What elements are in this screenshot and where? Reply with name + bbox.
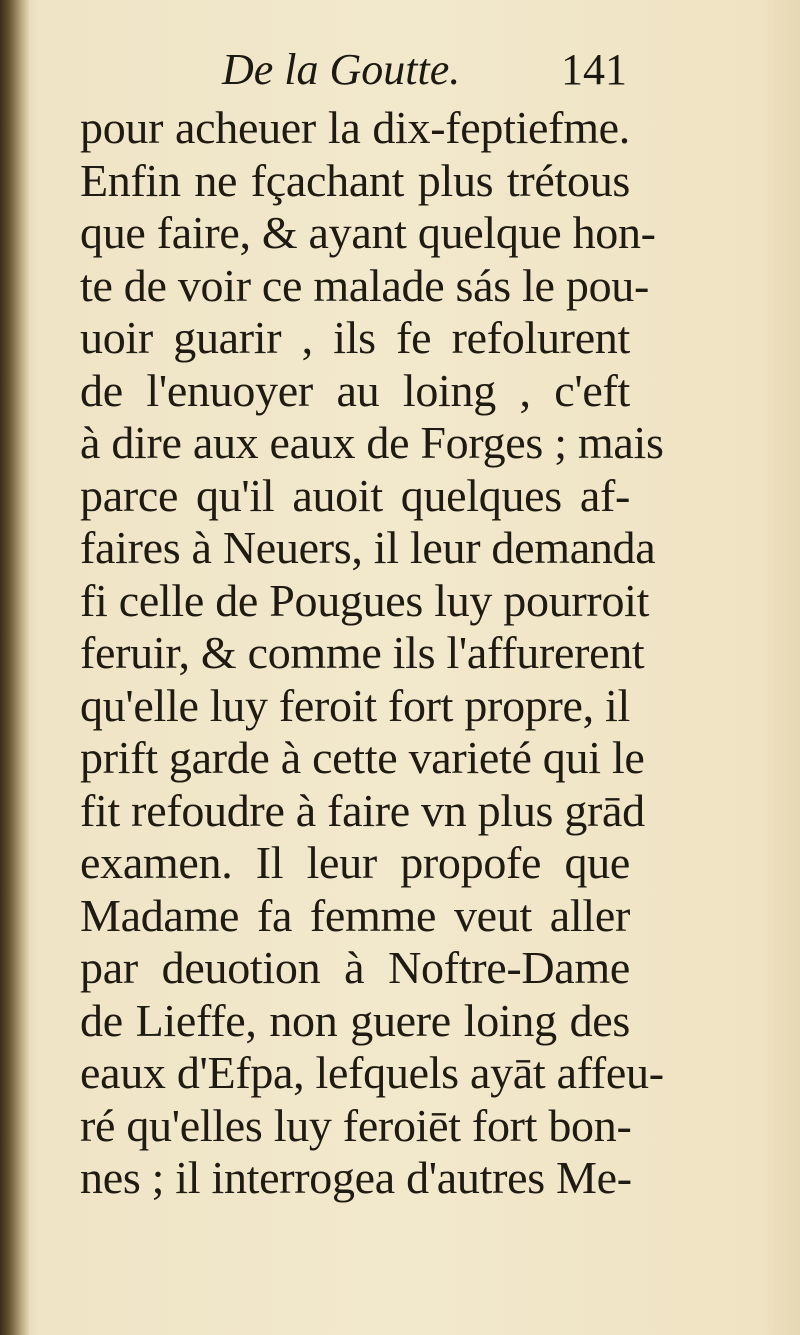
- text-line: te de voir ce malade sás le pou-: [80, 259, 649, 311]
- text-line: pour acheuer la dix-feptiefme.: [80, 102, 630, 153]
- text-line: eaux d'Efpa, lefquels ayāt affeu-: [80, 1047, 664, 1098]
- text-line: de l'enuoyer au loing , c'eft: [80, 364, 630, 416]
- text-line: fit refoudre à faire vn plus grād: [80, 784, 645, 836]
- running-title: De la Goutte.: [222, 45, 461, 94]
- text-line: faires à Neuers, il leur demanda: [80, 522, 656, 573]
- text-line: examen. Il leur propofe que: [80, 837, 630, 888]
- text-line: feruir, & comme ils l'affurerent: [80, 627, 645, 678]
- text-line: fi celle de Pougues luy pourroit: [80, 574, 650, 626]
- text-line: qu'elle luy feroit fort propre, il: [80, 679, 630, 731]
- text-line: parce qu'il auoit quelques af-: [80, 469, 630, 521]
- binding-gutter: [0, 0, 30, 1335]
- text-line: nes ; il interrogea d'autres Me-: [80, 1152, 632, 1203]
- text-line: par deuotion à Noftre-Dame: [80, 942, 630, 993]
- text-line: prift garde à cette varieté qui le: [80, 732, 645, 783]
- text-line: uoir guarir , ils fe refolurent: [80, 312, 630, 363]
- page-number: 141: [561, 45, 627, 94]
- text-line: ré qu'elles luy feroiēt fort bon-: [80, 1099, 632, 1151]
- text-line: Madame fa femme veut aller: [80, 889, 630, 941]
- text-line: à dire aux eaux de Forges ; mais: [80, 417, 664, 468]
- body-text: [80, 102, 664, 1205]
- page-header: [222, 44, 627, 104]
- text-line: que faire, & ayant quelque hon-: [80, 207, 656, 258]
- text-line: Enfin ne fçachant plus trétous: [80, 154, 630, 206]
- text-line: de Lieffe, non guere loing des: [80, 994, 630, 1046]
